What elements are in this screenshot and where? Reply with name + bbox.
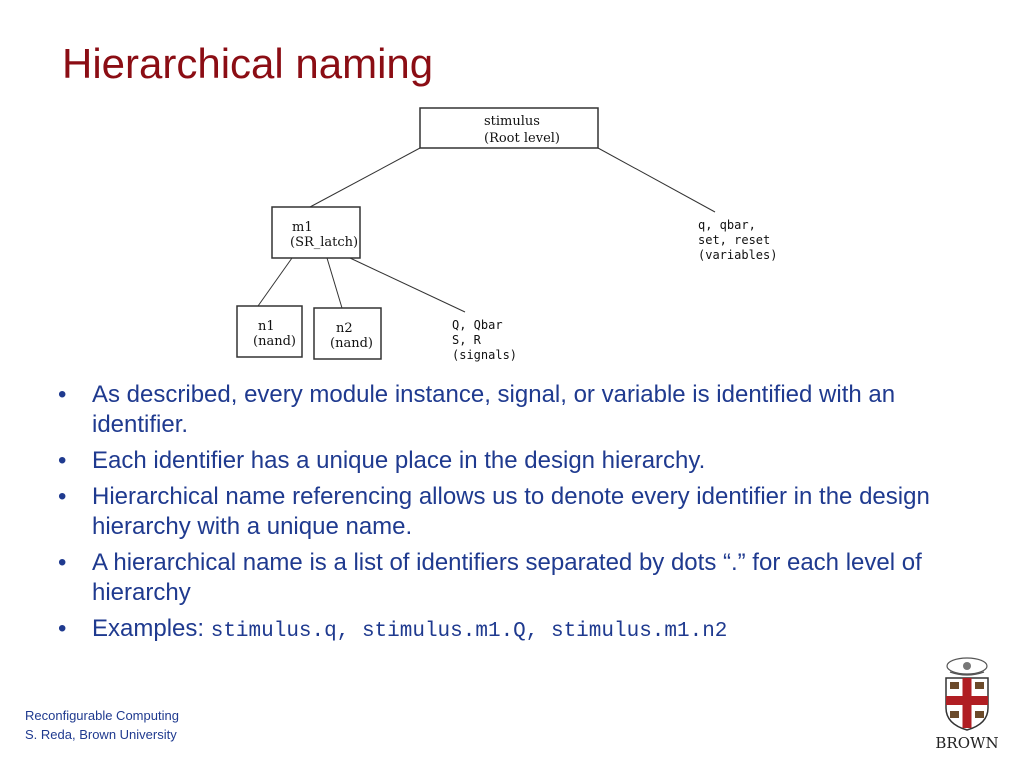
node-n2: [314, 308, 381, 359]
signals-line-2: S, R: [452, 333, 481, 347]
bullet-item: [58, 548, 968, 608]
footer-course: Reconfigurable Computing: [25, 708, 179, 723]
node-n2-sublabel: (nand): [330, 336, 373, 351]
bullet-marker: •: [58, 483, 67, 510]
edge-m1-n1: [258, 258, 292, 306]
bullet-text: Each identifier has a unique place in the design hierarchy.: [92, 447, 706, 474]
footer: [25, 706, 179, 744]
node-m1: [272, 207, 360, 258]
edge-m1-n2: [327, 258, 342, 308]
bullet-list: [58, 380, 968, 653]
edge-root-m1: [310, 148, 420, 207]
node-m1-sublabel: (SR_latch): [290, 235, 359, 250]
footer-author: S. Reda, Brown University: [25, 727, 177, 742]
bullet-item: [58, 446, 968, 476]
bullet-text: Examples:: [92, 615, 211, 642]
edge-root-variables: [598, 148, 715, 212]
bullet-item: [58, 482, 968, 542]
bullet-text: Hierarchical name referencing allows us to denote every identifier in the design hierarchy with a unique name.: [92, 483, 930, 540]
signals-annotation: [452, 318, 517, 362]
bullet-marker: •: [58, 381, 67, 408]
variables-annotation: [698, 218, 777, 262]
bullet-item: [58, 380, 968, 440]
signals-line-1: Q, Qbar: [452, 318, 503, 332]
bullet-item: [58, 614, 968, 647]
bullet-text: As described, every module instance, signal, or variable is identified with an identifier.: [92, 381, 896, 438]
code-example: stimulus.q, stimulus.m1.Q, stimulus.m1.n2: [210, 620, 728, 643]
bullet-marker: •: [58, 447, 67, 474]
bullet-marker: •: [58, 615, 67, 642]
hierarchy-diagram: [0, 0, 1024, 380]
brown-logo: [922, 656, 1012, 756]
bullet-marker: •: [58, 549, 67, 576]
node-n2-label: n2: [336, 321, 353, 336]
brown-university-shield-icon: [922, 656, 1012, 756]
node-n1-sublabel: (nand): [253, 334, 296, 349]
node-n1-label: n1: [258, 319, 275, 334]
node-n1: [237, 306, 302, 357]
node-m1-label: m1: [292, 220, 313, 235]
edge-m1-signals: [350, 258, 465, 312]
signals-line-3: (signals): [452, 348, 518, 362]
logo-wordmark: BROWN: [935, 734, 999, 752]
variables-line-1: q, qbar,: [698, 218, 756, 232]
variables-line-2: set, reset: [698, 233, 771, 247]
slide-title: Hierarchical naming: [62, 40, 434, 87]
variables-line-3: (variables): [698, 248, 778, 262]
bullet-text: A hierarchical name is a list of identifiers separated by dots “.” for each level of hierarchy: [92, 549, 922, 606]
node-stimulus-sublabel: (Root level): [484, 131, 560, 146]
node-stimulus: [420, 108, 598, 148]
node-stimulus-label: stimulus: [484, 114, 540, 129]
